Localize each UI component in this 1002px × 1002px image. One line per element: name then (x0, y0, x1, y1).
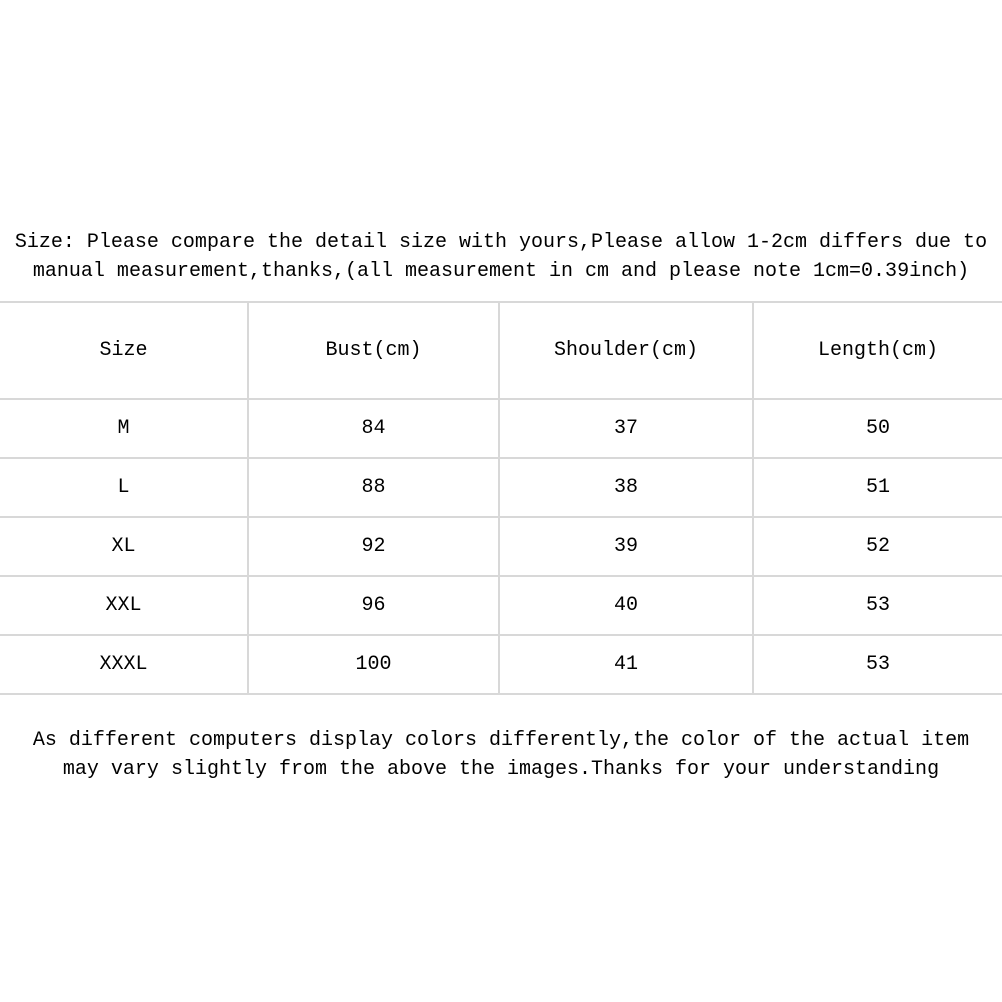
cell-length: 50 (753, 399, 1002, 458)
cell-size: XL (0, 517, 248, 576)
cell-shoulder: 40 (499, 576, 753, 635)
size-chart-table (0, 301, 1002, 695)
cell-bust: 100 (248, 635, 499, 694)
header-cell-bust: Bust(cm) (248, 302, 499, 399)
cell-bust: 96 (248, 576, 499, 635)
measurement-note-line1: Size: Please compare the detail size with yours,Please allow 1-2cm differs due to (14, 231, 988, 254)
color-disclaimer-note (0, 726, 1002, 784)
table-row (0, 458, 1002, 517)
cell-shoulder: 37 (499, 399, 753, 458)
cell-length: 52 (753, 517, 1002, 576)
measurement-note-line2: manual measurement,thanks,(all measurement in cm and please note 1cm=0.39inch) (32, 260, 970, 283)
table-header-row (0, 302, 1002, 399)
header-cell-length: Length(cm) (753, 302, 1002, 399)
cell-shoulder: 41 (499, 635, 753, 694)
cell-bust: 88 (248, 458, 499, 517)
header-cell-shoulder: Shoulder(cm) (499, 302, 753, 399)
table-row (0, 635, 1002, 694)
color-disclaimer-line2: may vary slightly from the above the images.Thanks for your understanding (62, 758, 940, 781)
table-row (0, 576, 1002, 635)
cell-bust: 92 (248, 517, 499, 576)
cell-length: 53 (753, 635, 1002, 694)
header-cell-size: Size (0, 302, 248, 399)
cell-shoulder: 38 (499, 458, 753, 517)
cell-size: L (0, 458, 248, 517)
cell-length: 53 (753, 576, 1002, 635)
color-disclaimer-line1: As different computers display colors differently,the color of the actual item (32, 729, 970, 752)
cell-size: XXL (0, 576, 248, 635)
measurement-note (0, 228, 1002, 286)
cell-size: M (0, 399, 248, 458)
cell-size: XXXL (0, 635, 248, 694)
cell-length: 51 (753, 458, 1002, 517)
cell-bust: 84 (248, 399, 499, 458)
table-row (0, 399, 1002, 458)
table-row (0, 517, 1002, 576)
cell-shoulder: 39 (499, 517, 753, 576)
